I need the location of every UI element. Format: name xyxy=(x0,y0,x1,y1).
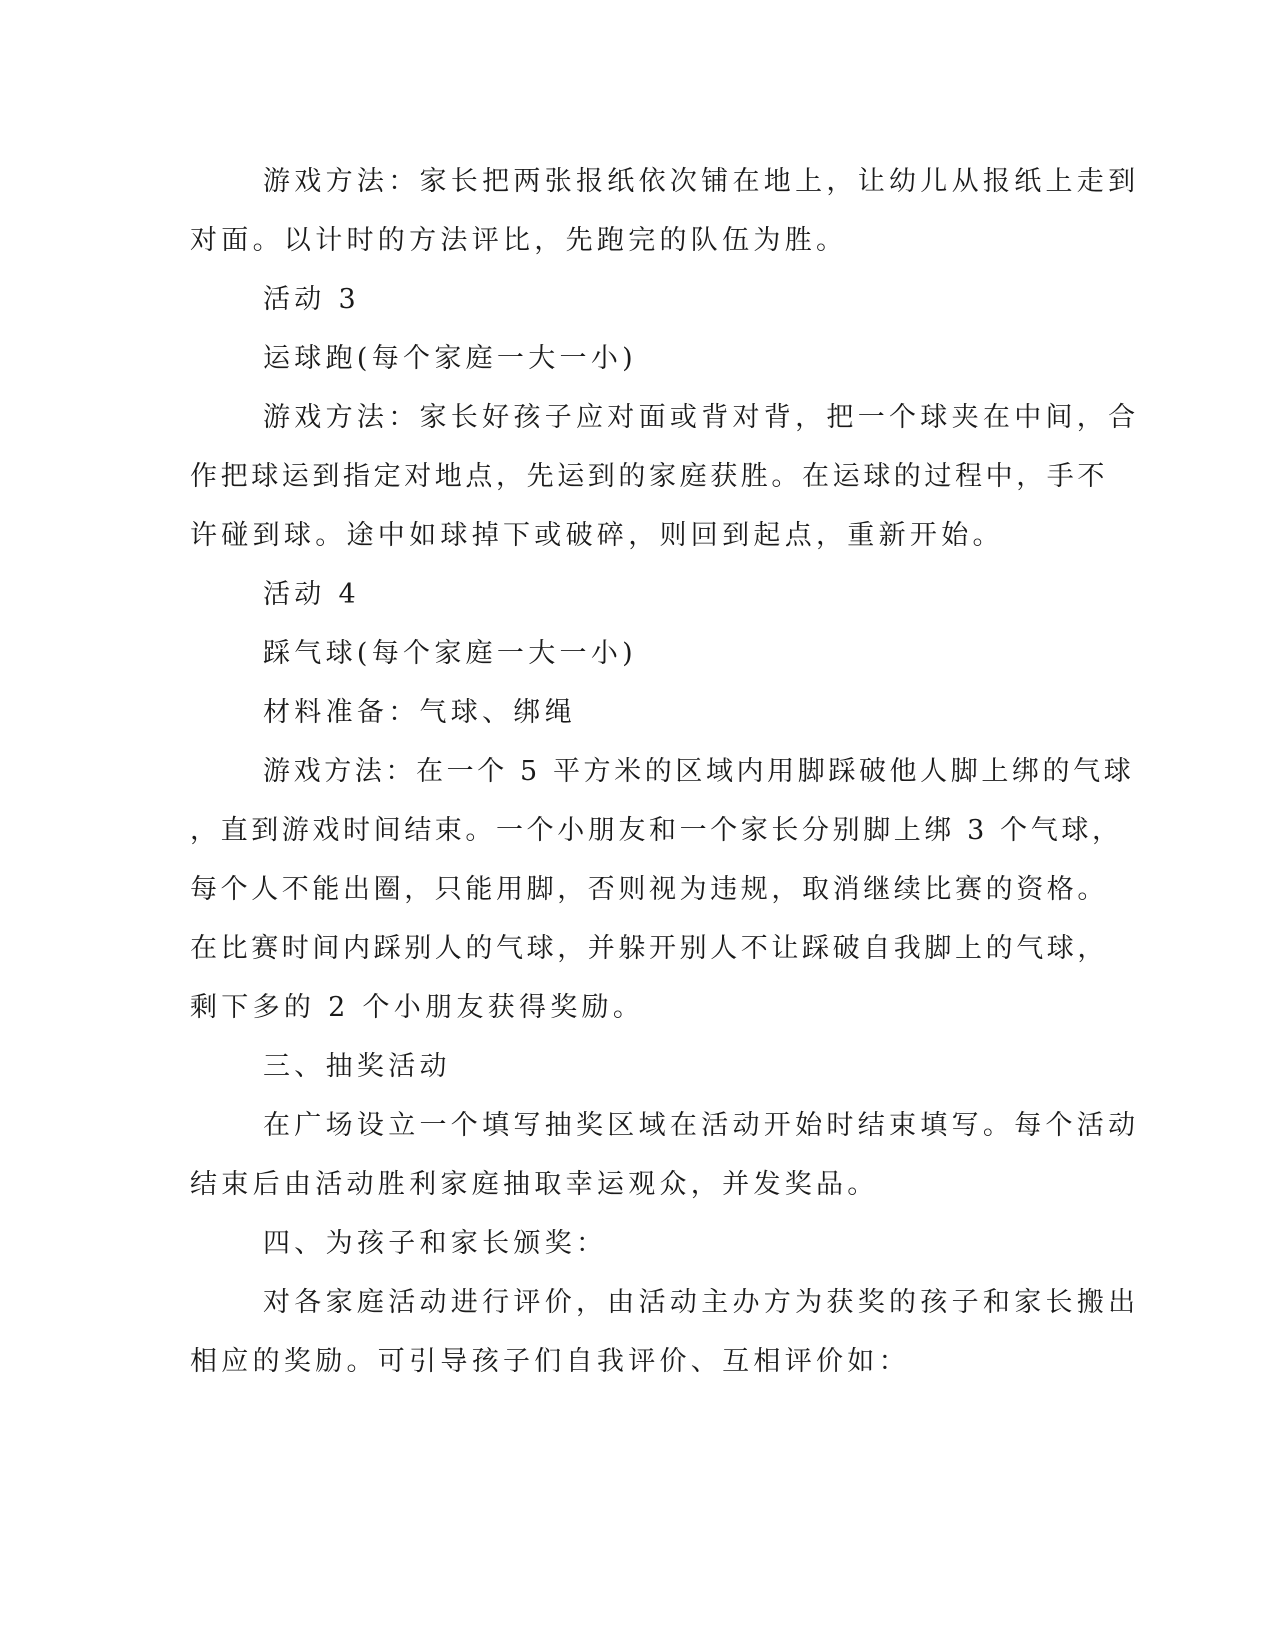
materials-line: 材料准备：气球、绑绳 xyxy=(263,697,576,728)
activity-title: 运球跑(每个家庭一大一小) xyxy=(263,343,637,374)
paragraph-line: 游戏方法：家长好孩子应对面或背对背，把一个球夹在中间，合 xyxy=(263,402,1140,433)
paragraph-line: 在比赛时间内踩别人的气球，并躲开别人不让踩破自我脚上的气球， xyxy=(190,933,1108,964)
paragraph-line: 剩下多的 2 个小朋友获得奖励。 xyxy=(190,992,645,1023)
paragraph-line: 在广场设立一个填写抽奖区域在活动开始时结束填写。每个活动 xyxy=(263,1110,1140,1141)
paragraph-line: 作把球运到指定对地点，先运到的家庭获胜。在运球的过程中，手不 xyxy=(190,461,1108,492)
paragraph-line: 对各家庭活动进行评价，由活动主办方为获奖的孩子和家长搬出 xyxy=(263,1287,1140,1318)
activity-title: 踩气球(每个家庭一大一小) xyxy=(263,638,637,669)
section-heading-activity-3: 活动 3 xyxy=(263,284,360,315)
paragraph-line: ，直到游戏时间结束。一个小朋友和一个家长分别脚上绑 3 个气球， xyxy=(190,815,1123,846)
section-heading-activity-4: 活动 4 xyxy=(263,579,360,610)
paragraph-line: 游戏方法：家长把两张报纸依次铺在地上，让幼儿从报纸上走到 xyxy=(263,166,1140,197)
paragraph-line: 许碰到球。途中如球掉下或破碎，则回到起点，重新开始。 xyxy=(190,520,1004,551)
paragraph-line: 相应的奖励。可引导孩子们自我评价、互相评价如： xyxy=(190,1346,910,1377)
paragraph-line: 每个人不能出圈，只能用脚，否则视为违规，取消继续比赛的资格。 xyxy=(190,874,1108,905)
paragraph-line: 游戏方法：在一个 5 平方米的区域内用脚踩破他人脚上绑的气球 xyxy=(263,756,1135,787)
paragraph-line: 对面。以计时的方法评比，先跑完的队伍为胜。 xyxy=(190,225,848,256)
section-heading-lottery: 三、抽奖活动 xyxy=(263,1051,451,1082)
paragraph-line: 结束后由活动胜利家庭抽取幸运观众，并发奖品。 xyxy=(190,1169,879,1200)
section-heading-awards: 四、为孩子和家长颁奖： xyxy=(263,1228,608,1259)
